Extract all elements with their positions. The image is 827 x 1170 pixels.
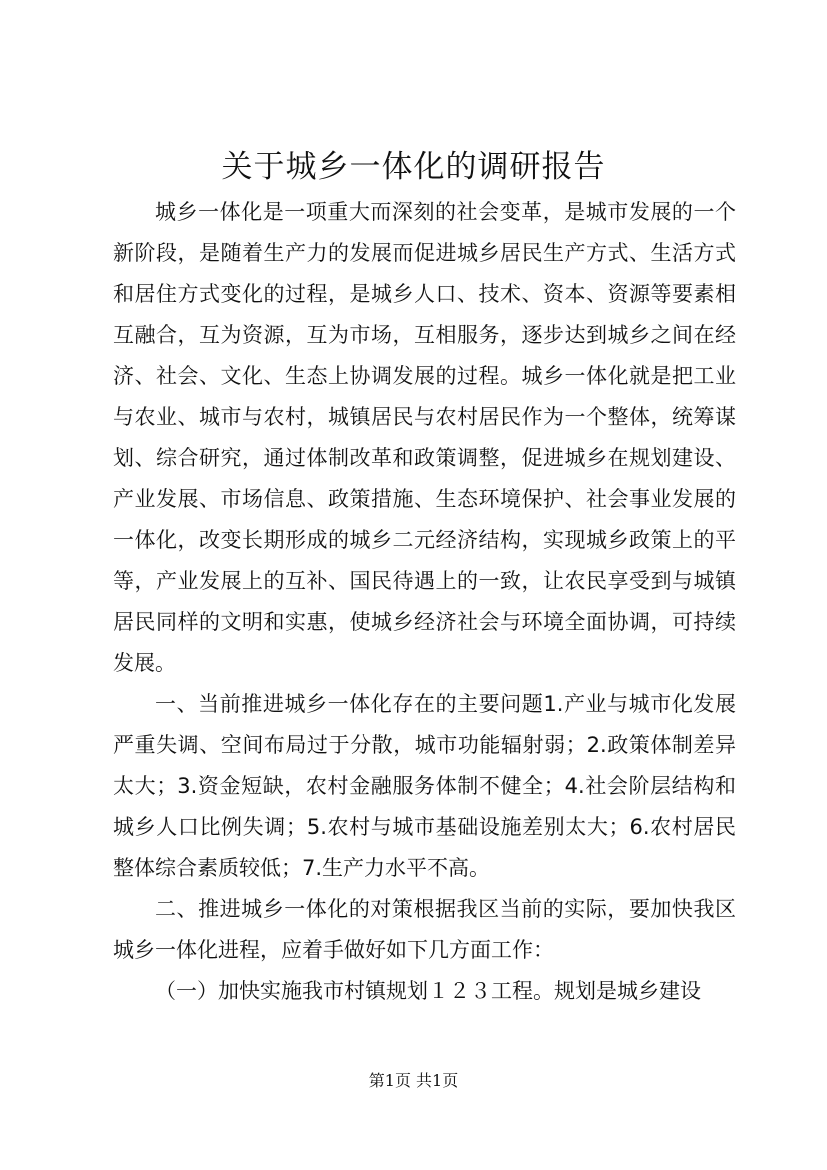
paragraph-intro: 城乡一体化是一项重大而深刻的社会变革，是城市发展的一个新阶段，是随着生产力的发展而促进城乡居民生产方式、生活方式和居住方式变化的过程，是城乡人口、技术、资本、资源等要素相互融合，互为资源，互为市场，互相服务，逐步达到城乡之间在经济、社会、文化、生态上协调发展的过程。城乡一体化就是把工业与农业、城市与农村，城镇居民与农村居民作为一个整体，统筹谋划、综合研究，通过体制改革和政策调整，促进城乡在规划建设、产业发展、市场信息、政策措施、生态环境保护、社会事业发展的一体化，改变长期形成的城乡二元经济结构，实现城乡政策上的平等，产业发展上的互补、国民待遇上的一致，让农民享受到与城镇居民同样的文明和实惠，使城乡经济社会与环境全面协调，可持续发展。 — [113, 200, 736, 675]
paragraph-countermeasures: 二、推进城乡一体化的对策根据我区当前的实际，要加快我区城乡一体化进程，应着手做好如下几方面工作： — [113, 897, 736, 962]
document-title: 关于城乡一体化的调研报告 — [221, 149, 606, 185]
document-body — [113, 192, 736, 1012]
page-footer: 第1页 共1页 — [368, 1071, 459, 1090]
paragraph-planning: （一）加快实施我市村镇规划１２３工程。规划是城乡建设 — [155, 979, 701, 1003]
paragraph-problems: 一、当前推进城乡一体化存在的主要问题1.产业与城市化发展严重失调、空间布局过于分散，城市功能辐射弱；2.政策体制差异太大；3.资金短缺，农村金融服务体制不健全；4.社会阶层结构和城乡人口比例失调；5.农村与城市基础设施差别太大；6.农村居民整体综合素质较低；7.生产力水平不高。 — [113, 692, 736, 880]
